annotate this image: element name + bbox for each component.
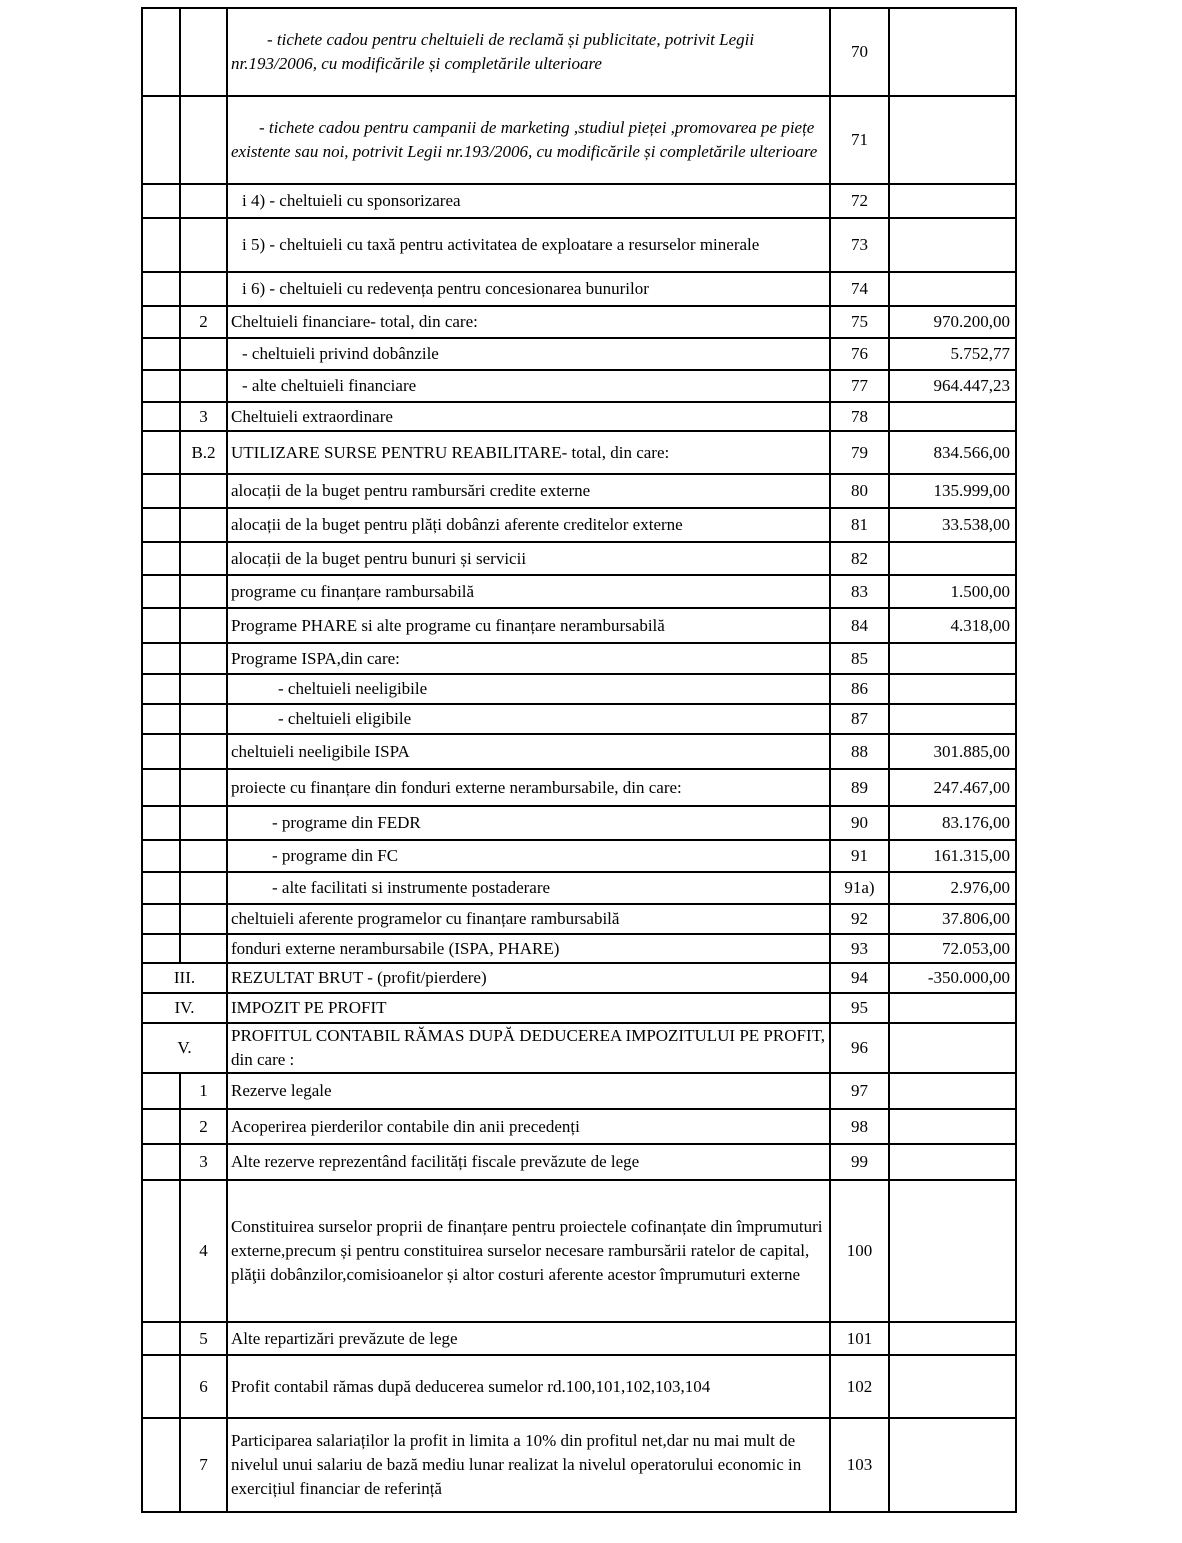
item-number-cell [180,8,227,96]
row-label-cell: Alte repartizări prevăzute de lege [227,1322,830,1355]
table-row [142,1109,1016,1144]
value-cell [889,1144,1016,1180]
row-label-cell: cheltuieli aferente programelor cu finanțare rambursabilă [227,904,830,934]
section-number-cell [142,431,180,474]
value-cell: 970.200,00 [889,306,1016,338]
section-number-cell [142,769,180,806]
row-number-cell: 87 [830,704,889,734]
table-row [142,1023,1016,1073]
item-number-cell [180,608,227,643]
row-label-cell: - programe din FEDR [227,806,830,840]
table-row [142,806,1016,840]
row-label-cell: Acoperirea pierderilor contabile din anii precedenți [227,1109,830,1144]
table-row [142,872,1016,904]
section-number-cell: IV. [142,993,227,1023]
value-cell [889,218,1016,272]
value-cell [889,643,1016,674]
row-number-cell: 92 [830,904,889,934]
section-number-cell [142,508,180,542]
row-label-cell: - alte cheltuieli financiare [227,370,830,402]
value-cell: 834.566,00 [889,431,1016,474]
row-number-cell: 103 [830,1418,889,1512]
table-row [142,608,1016,643]
row-number-cell: 76 [830,338,889,370]
table-row [142,96,1016,184]
value-cell [889,993,1016,1023]
item-number-cell: 1 [180,1073,227,1109]
item-number-cell: 6 [180,1355,227,1418]
row-label-cell: Cheltuieli extraordinare [227,402,830,431]
value-cell: 83.176,00 [889,806,1016,840]
row-label-cell: proiecte cu finanțare din fonduri externe nerambursabile, din care: [227,769,830,806]
row-number-cell: 75 [830,306,889,338]
value-cell [889,1322,1016,1355]
row-label-cell: programe cu finanțare rambursabilă [227,575,830,608]
table-row [142,542,1016,575]
section-number-cell [142,1418,180,1512]
row-label-cell: REZULTAT BRUT - (profit/pierdere) [227,963,830,993]
value-cell: 4.318,00 [889,608,1016,643]
table-row [142,934,1016,963]
row-label-cell: - cheltuieli neeligibile [227,674,830,704]
table-row [142,1355,1016,1418]
table-row [142,575,1016,608]
item-number-cell [180,704,227,734]
section-number-cell [142,1355,180,1418]
item-number-cell [180,338,227,370]
row-label-cell: alocații de la buget pentru plăți dobânzi aferente creditelor externe [227,508,830,542]
value-cell [889,674,1016,704]
section-number-cell: V. [142,1023,227,1073]
section-number-cell [142,474,180,508]
item-number-cell: 7 [180,1418,227,1512]
item-number-cell [180,542,227,575]
row-number-cell: 82 [830,542,889,575]
row-label-cell: - tichete cadou pentru campanii de marketing ,studiul pieței ,promovarea pe piețe existente sau noi, potrivit Legii nr.193/2006, cu modificările și completările ulterioare [227,96,830,184]
value-cell: 5.752,77 [889,338,1016,370]
row-number-cell: 70 [830,8,889,96]
section-number-cell [142,272,180,306]
value-cell [889,1418,1016,1512]
value-cell [889,184,1016,218]
section-number-cell [142,734,180,769]
item-number-cell [180,840,227,872]
item-number-cell [180,674,227,704]
item-number-cell [180,934,227,963]
value-cell [889,272,1016,306]
table-row [142,734,1016,769]
value-cell [889,96,1016,184]
value-cell [889,1355,1016,1418]
table-row [142,474,1016,508]
row-label-cell: fonduri externe nerambursabile (ISPA, PHARE) [227,934,830,963]
row-number-cell: 72 [830,184,889,218]
section-number-cell [142,1073,180,1109]
row-label-cell: Constituirea surselor proprii de finanțare pentru proiectele cofinanțate din împrumuturi externe,precum și pentru constituirea surselor necesare rambursării ratelor de capital, plăţii dobânzilor,comisioanelor și altor costuri aferente acestor împrumuturi externe [227,1180,830,1322]
table-row [142,1073,1016,1109]
value-cell: 964.447,23 [889,370,1016,402]
section-number-cell [142,306,180,338]
row-number-cell: 98 [830,1109,889,1144]
value-cell [889,704,1016,734]
value-cell: 72.053,00 [889,934,1016,963]
value-cell [889,8,1016,96]
table-row [142,338,1016,370]
row-label-cell: PROFITUL CONTABIL RĂMAS DUPĂ DEDUCEREA IMPOZITULUI PE PROFIT, din care : [227,1023,830,1073]
row-number-cell: 73 [830,218,889,272]
item-number-cell [180,643,227,674]
row-number-cell: 102 [830,1355,889,1418]
item-number-cell [180,184,227,218]
row-number-cell: 94 [830,963,889,993]
section-number-cell: III. [142,963,227,993]
row-label-cell: - alte facilitati si instrumente postaderare [227,872,830,904]
section-number-cell [142,542,180,575]
value-cell: 135.999,00 [889,474,1016,508]
table-row [142,993,1016,1023]
row-number-cell: 78 [830,402,889,431]
item-number-cell [180,218,227,272]
table-row [142,272,1016,306]
row-number-cell: 85 [830,643,889,674]
row-number-cell: 101 [830,1322,889,1355]
item-number-cell [180,734,227,769]
table-row [142,402,1016,431]
item-number-cell [180,272,227,306]
section-number-cell [142,218,180,272]
row-number-cell: 97 [830,1073,889,1109]
row-label-cell: i 6) - cheltuieli cu redevența pentru concesionarea bunurilor [227,272,830,306]
row-number-cell: 89 [830,769,889,806]
row-number-cell: 74 [830,272,889,306]
section-number-cell [142,872,180,904]
row-number-cell: 83 [830,575,889,608]
section-number-cell [142,575,180,608]
row-number-cell: 99 [830,1144,889,1180]
row-number-cell: 91 [830,840,889,872]
section-number-cell [142,1109,180,1144]
table-row [142,1144,1016,1180]
table-row [142,8,1016,96]
row-number-cell: 77 [830,370,889,402]
section-number-cell [142,840,180,872]
row-label-cell: Cheltuieli financiare- total, din care: [227,306,830,338]
value-cell: 301.885,00 [889,734,1016,769]
section-number-cell [142,402,180,431]
row-label-cell: Programe ISPA,din care: [227,643,830,674]
row-number-cell: 90 [830,806,889,840]
section-number-cell [142,8,180,96]
section-number-cell [142,904,180,934]
row-label-cell: - cheltuieli eligibile [227,704,830,734]
row-number-cell: 96 [830,1023,889,1073]
item-number-cell [180,769,227,806]
section-number-cell [142,643,180,674]
item-number-cell: B.2 [180,431,227,474]
section-number-cell [142,1180,180,1322]
section-number-cell [142,674,180,704]
row-label-cell: Programe PHARE si alte programe cu finanțare nerambursabilă [227,608,830,643]
row-number-cell: 95 [830,993,889,1023]
table-row [142,674,1016,704]
row-label-cell: - programe din FC [227,840,830,872]
row-number-cell: 93 [830,934,889,963]
row-number-cell: 71 [830,96,889,184]
row-label-cell: alocații de la buget pentru bunuri și servicii [227,542,830,575]
value-cell [889,1109,1016,1144]
value-cell [889,542,1016,575]
table-row [142,1180,1016,1322]
item-number-cell [180,96,227,184]
table-row [142,963,1016,993]
item-number-cell [180,806,227,840]
value-cell [889,402,1016,431]
table-row [142,904,1016,934]
value-cell: 1.500,00 [889,575,1016,608]
table-row [142,306,1016,338]
section-number-cell [142,338,180,370]
table-row [142,769,1016,806]
item-number-cell [180,474,227,508]
row-label-cell: Participarea salariaților la profit in limita a 10% din profitul net,dar nu mai mult de nivelul unui salariu de bază mediu lunar realizat la nivelul operatorului economic in exercițiul financiar de referință [227,1418,830,1512]
item-number-cell: 3 [180,402,227,431]
value-cell: 2.976,00 [889,872,1016,904]
value-cell: 33.538,00 [889,508,1016,542]
table-row [142,370,1016,402]
table-row [142,840,1016,872]
row-label-cell: - cheltuieli privind dobânzile [227,338,830,370]
row-label-cell: UTILIZARE SURSE PENTRU REABILITARE- total, din care: [227,431,830,474]
value-cell: 161.315,00 [889,840,1016,872]
item-number-cell [180,575,227,608]
budget-table [141,7,1017,1513]
item-number-cell: 2 [180,1109,227,1144]
row-label-cell: cheltuieli neeligibile ISPA [227,734,830,769]
item-number-cell [180,872,227,904]
row-label-cell: - tichete cadou pentru cheltuieli de reclamă și publicitate, potrivit Legii nr.193/2006, cu modificările și completările ulterioare [227,8,830,96]
row-number-cell: 79 [830,431,889,474]
item-number-cell: 4 [180,1180,227,1322]
section-number-cell [142,370,180,402]
row-label-cell: alocații de la buget pentru rambursări credite externe [227,474,830,508]
row-number-cell: 80 [830,474,889,508]
row-number-cell: 81 [830,508,889,542]
table-row [142,218,1016,272]
section-number-cell [142,934,180,963]
table-row [142,431,1016,474]
item-number-cell: 5 [180,1322,227,1355]
section-number-cell [142,1322,180,1355]
section-number-cell [142,608,180,643]
item-number-cell [180,370,227,402]
section-number-cell [142,1144,180,1180]
section-number-cell [142,184,180,218]
section-number-cell [142,704,180,734]
row-label-cell: Profit contabil rămas după deducerea sumelor rd.100,101,102,103,104 [227,1355,830,1418]
value-cell: 247.467,00 [889,769,1016,806]
row-label-cell: i 4) - cheltuieli cu sponsorizarea [227,184,830,218]
value-cell [889,1073,1016,1109]
item-number-cell [180,508,227,542]
row-label-cell: Alte rezerve reprezentând facilități fiscale prevăzute de lege [227,1144,830,1180]
table-row [142,508,1016,542]
table-row [142,643,1016,674]
table-row [142,704,1016,734]
item-number-cell: 2 [180,306,227,338]
row-number-cell: 86 [830,674,889,704]
value-cell: 37.806,00 [889,904,1016,934]
row-number-cell: 84 [830,608,889,643]
table-row [142,1418,1016,1512]
section-number-cell [142,806,180,840]
table-row [142,184,1016,218]
item-number-cell: 3 [180,1144,227,1180]
section-number-cell [142,96,180,184]
row-label-cell: i 5) - cheltuieli cu taxă pentru activitatea de exploatare a resurselor minerale [227,218,830,272]
row-label-cell: IMPOZIT PE PROFIT [227,993,830,1023]
table-row [142,1322,1016,1355]
row-number-cell: 91a) [830,872,889,904]
row-number-cell: 100 [830,1180,889,1322]
value-cell: -350.000,00 [889,963,1016,993]
row-number-cell: 88 [830,734,889,769]
row-label-cell: Rezerve legale [227,1073,830,1109]
value-cell [889,1023,1016,1073]
value-cell [889,1180,1016,1322]
item-number-cell [180,904,227,934]
